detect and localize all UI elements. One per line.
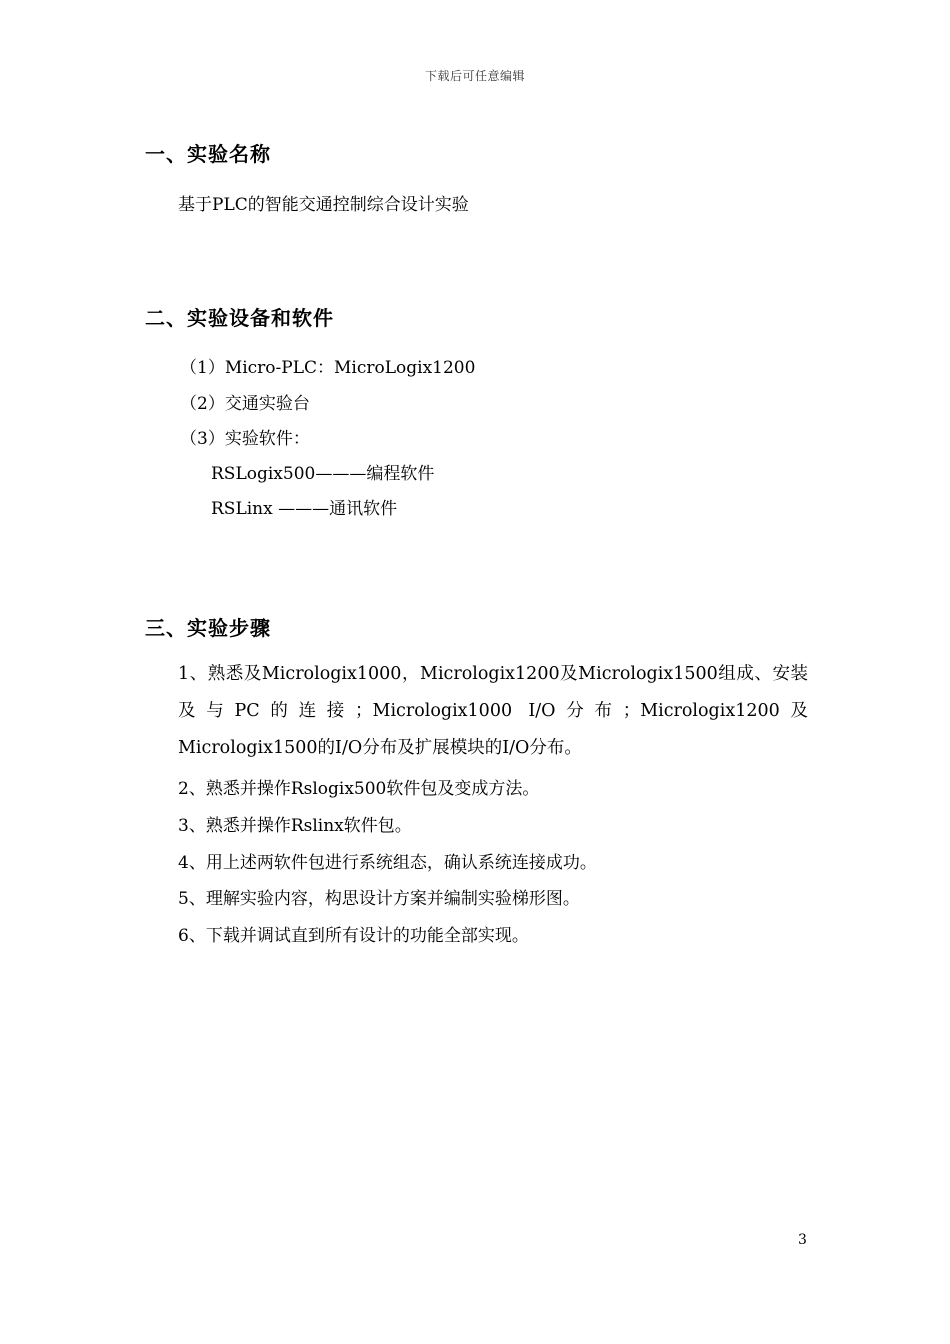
step-item: 6、下载并调试直到所有设计的功能全部实现。 [178,926,529,946]
step-item: 4、用上述两软件包进行系统组态，确认系统连接成功。 [178,853,597,873]
equipment-item: （3）实验软件： [180,429,310,449]
section-heading-equipment: 二、实验设备和软件 [145,306,334,330]
step-item: 3、熟悉并操作Rslinx软件包。 [178,816,412,836]
step-item: 5、理解实验内容，构思设计方案并编制实验梯形图。 [178,889,580,909]
equipment-item: （2）交通实验台 [180,394,310,414]
step-item: 2、熟悉并操作Rslogix500软件包及变成方法。 [178,779,540,799]
experiment-name-text: 基于PLC的智能交通控制综合设计实验 [178,195,469,215]
software-item: RSLogix500———编程软件 [211,464,435,484]
software-item: RSLinx ———通讯软件 [211,499,398,519]
header-note: 下载后可任意编辑 [424,69,525,83]
step-item: 1、熟悉及Micrologix1000，Micrologix1200及Micrologix1500组成、安装及与PC的连接；Micrologix1000 I/O分布；Micrologix1200及Micrologix1500的I/O分布及扩展模块的I/O分布。 [178,664,808,758]
equipment-item: （1）Micro-PLC：MicroLogix1200 [180,358,476,378]
page-number: 3 [798,1232,807,1248]
section-heading-steps: 三、实验步骤 [145,616,271,640]
section-heading-name: 一、实验名称 [145,142,271,166]
